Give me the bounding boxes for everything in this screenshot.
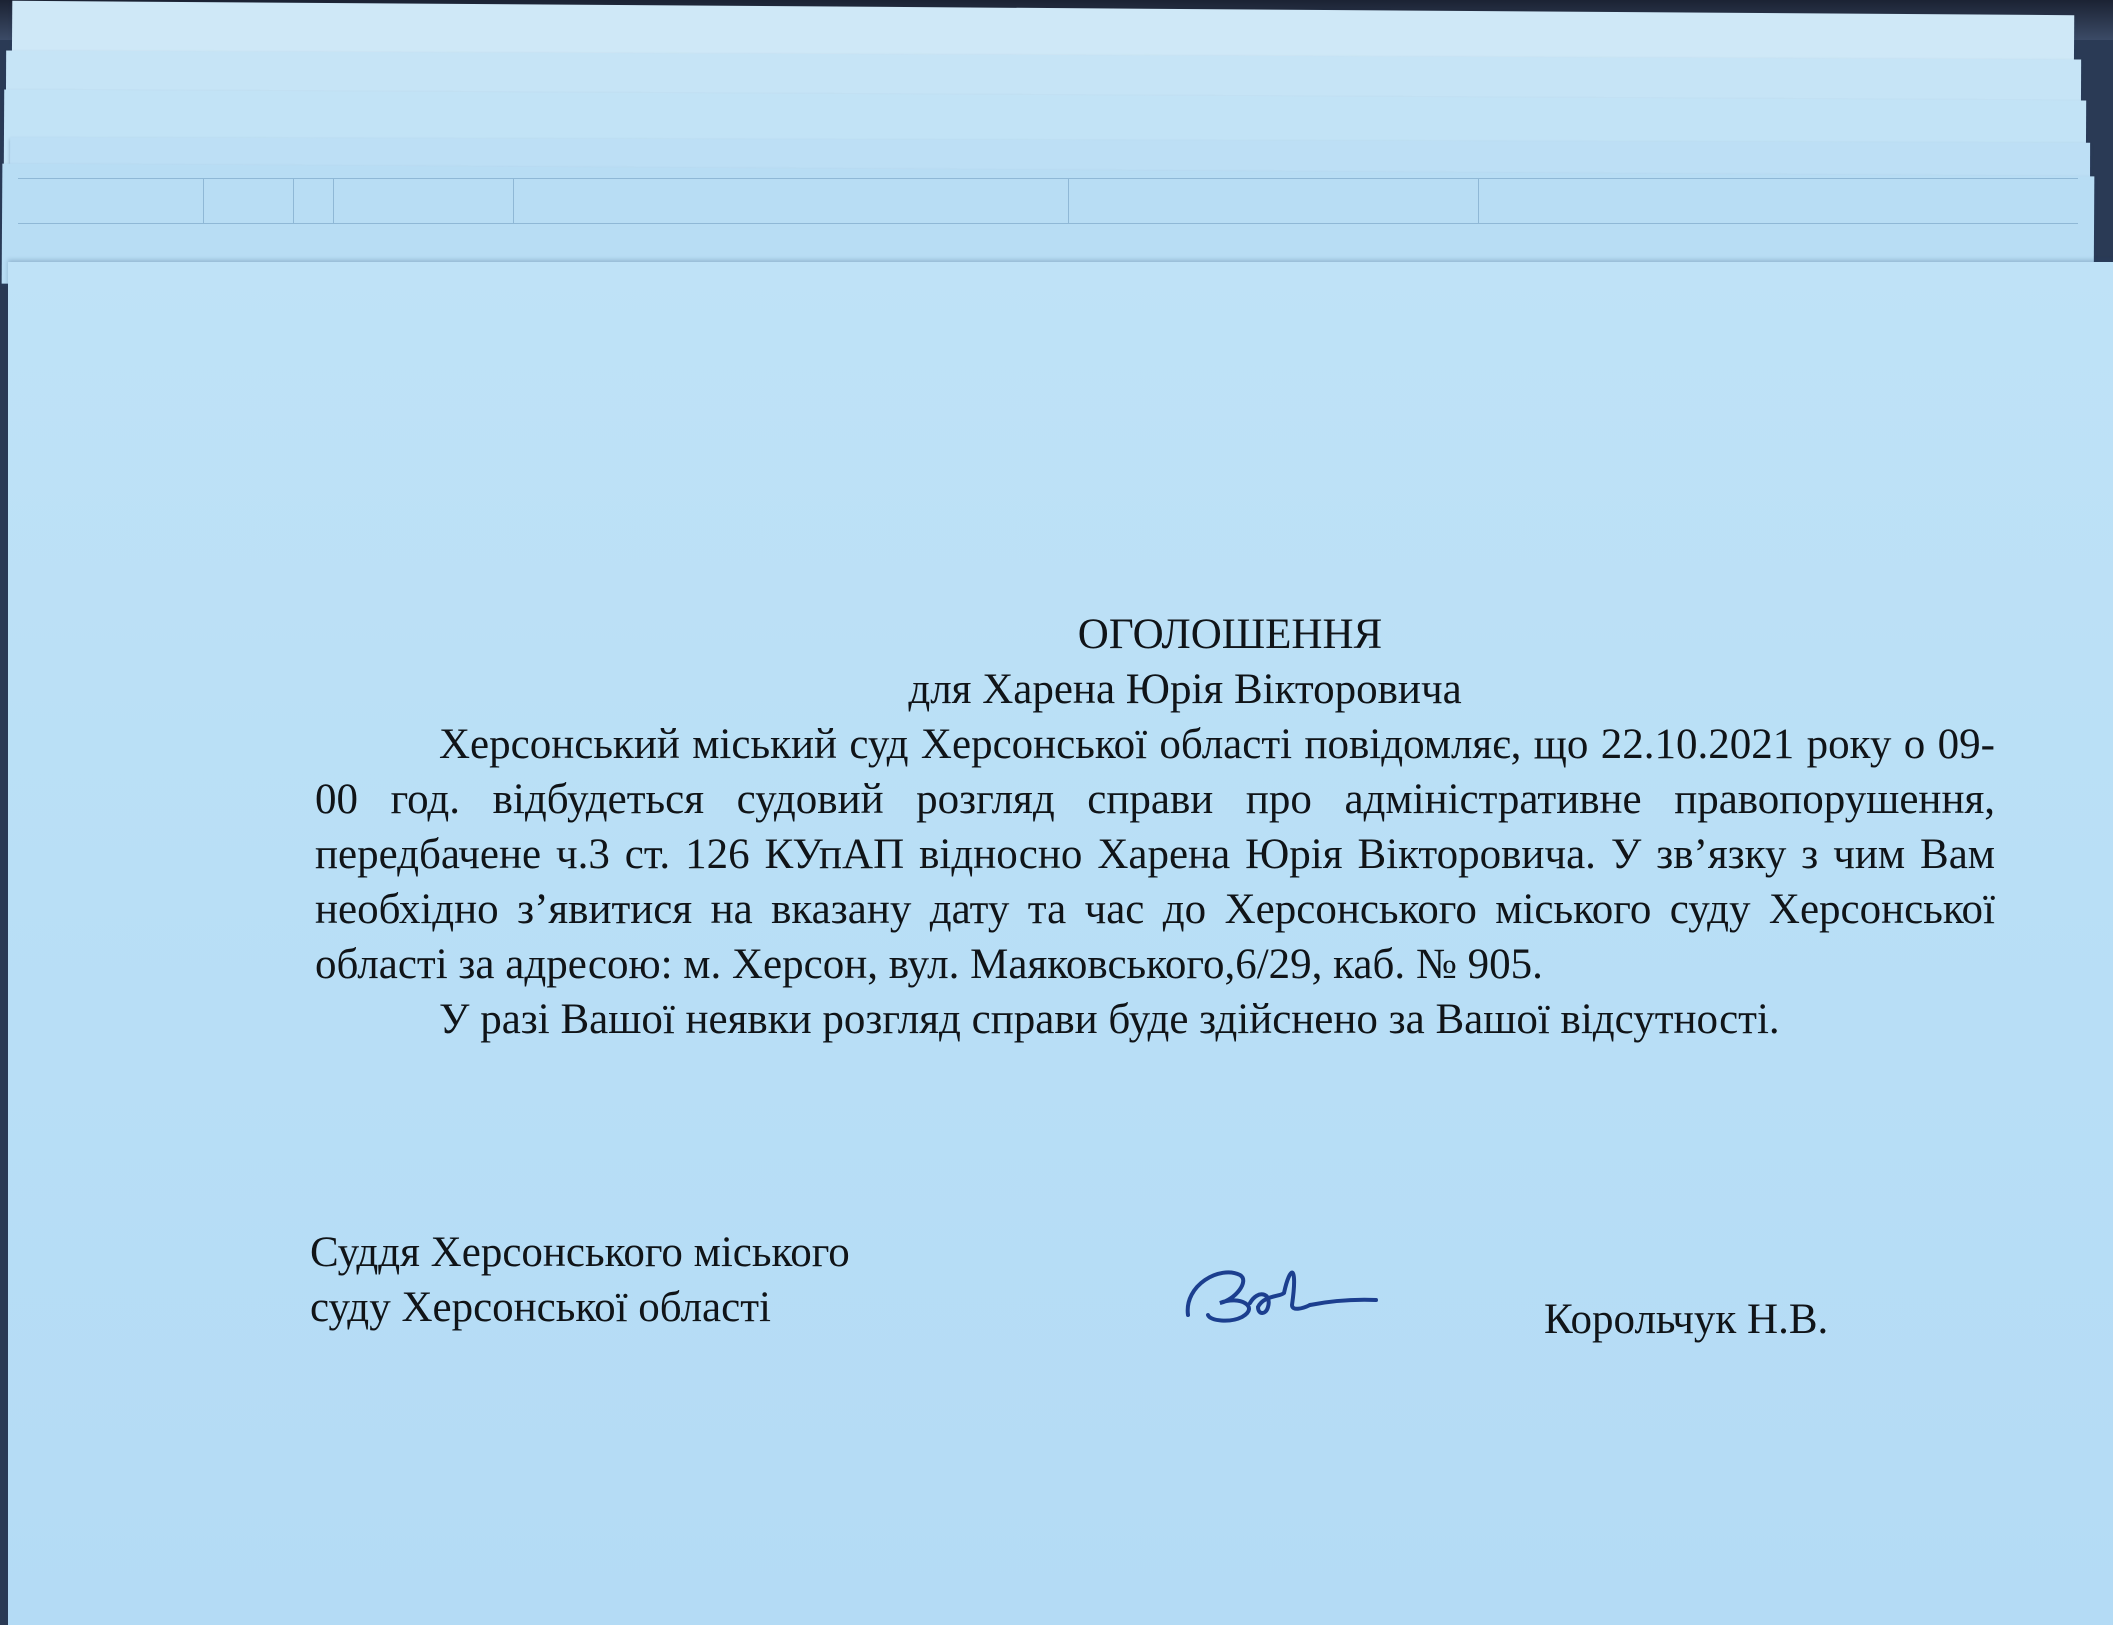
judge-name: Корольчук Н.В.: [1544, 1296, 1829, 1343]
table-divider: [203, 179, 204, 223]
court-notice: [315, 607, 1995, 1047]
notice-addressee: для Харена Юрія Вікторовича: [908, 666, 1462, 713]
judge-position-line-1: Суддя Херсонського міського: [310, 1229, 850, 1276]
form-table-edge: [18, 178, 2078, 224]
table-divider: [513, 179, 514, 223]
table-divider: [333, 179, 334, 223]
table-divider: [293, 179, 294, 223]
handwritten-signature: [1180, 1245, 1380, 1335]
table-divider: [1068, 179, 1069, 223]
judge-position: [310, 1225, 850, 1335]
judge-position-line-2: суду Херсонської області: [310, 1284, 771, 1331]
notice-body: Херсонський міський суд Херсонської області повідомляє, що 22.10.2021 року о 09-00 год. відбудеться судовий розгляд справи про адміністративне правопорушення, передбачене ч.3 ст. 126 КУпАП відносно Харена Юрія Вікторовича. У зв’язку з чим Вам необхідно з’явитися на вказану дату та час до Херсонського міського суду Херсонської області за адресою: м. Херсон, вул. Маяковського,6/29, каб. № 905.: [315, 721, 1995, 988]
notice-warning: У разі Вашої неявки розгляд справи буде здійснено за Вашої відсутності.: [439, 996, 1780, 1043]
notice-title: ОГОЛОШЕННЯ: [1077, 611, 1383, 658]
table-divider: [1478, 179, 1479, 223]
